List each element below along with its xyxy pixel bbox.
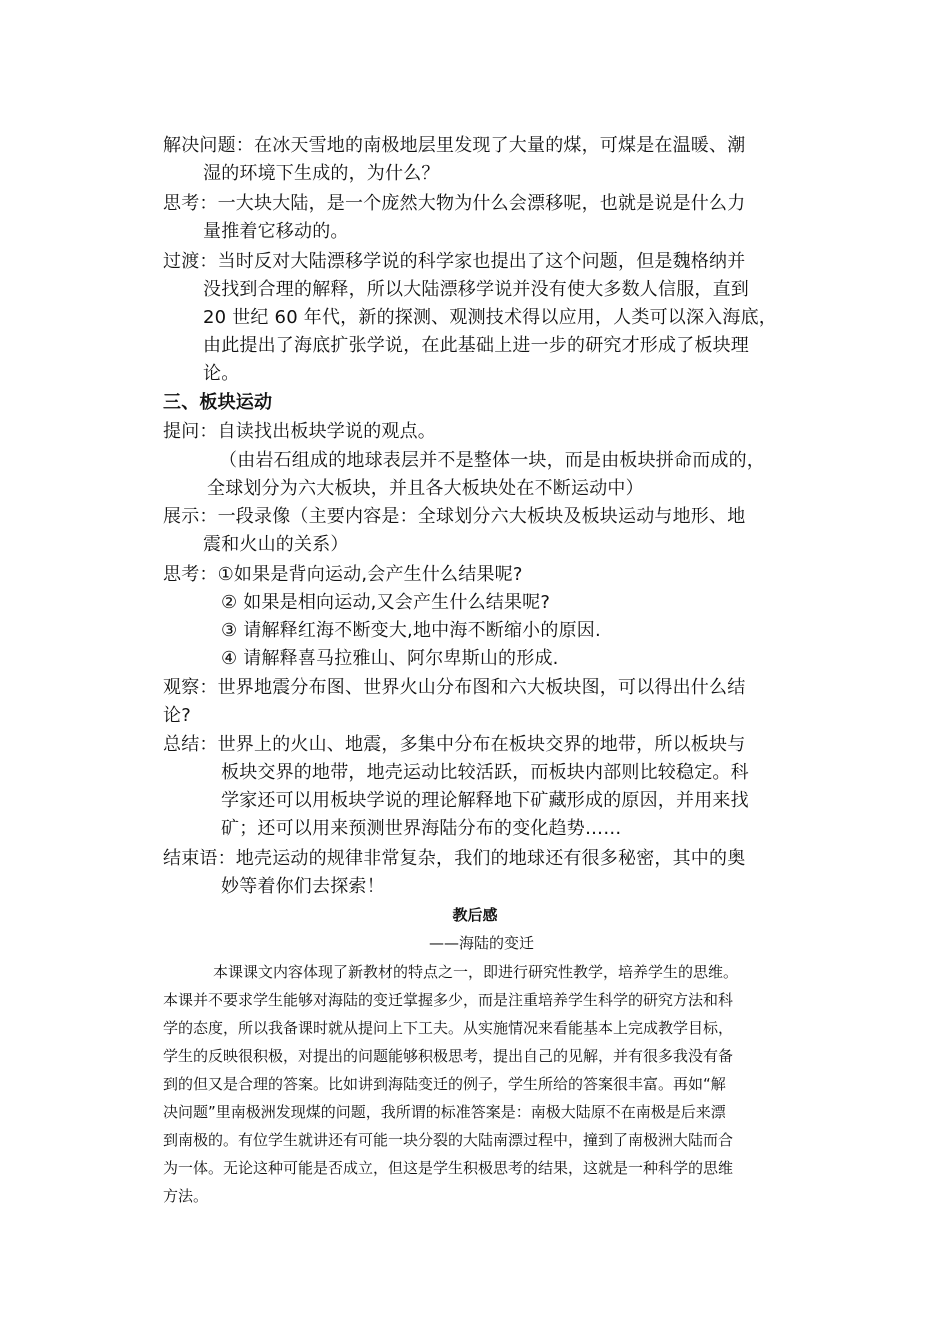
reflection-title: 教后感: [452, 906, 498, 924]
text-line: 板块交界的地带，地壳运动比较活跃，而板块内部则比较稳定。科: [221, 762, 749, 783]
text-line: 妙等着你们去探索！: [221, 876, 385, 897]
text-line: ③ 请解释红海不断变大,地中海不断缩小的原因.: [221, 620, 601, 641]
text-line: 结束语：地壳运动的规律非常复杂，我们的地球还有很多秘密，其中的奥: [163, 848, 746, 869]
text-line: 观察：世界地震分布图、世界火山分布图和六大板块图，可以得出什么结: [163, 677, 746, 698]
text-line: 过渡：当时反对大陆漂移学说的科学家也提出了这个问题，但是魏格纳并: [163, 251, 746, 272]
text-line: 学家还可以用板块学说的理论解释地下矿藏形成的原因，并用来找: [221, 790, 749, 811]
text-line: 没找到合理的解释，所以大陆漂移学说并没有使大多数人信服，直到: [203, 279, 749, 300]
text-line: 思考：①如果是背向运动,会产生什么结果呢?: [163, 564, 523, 585]
text-line: 震和火山的关系）: [203, 534, 349, 555]
text-line: 总结：世界上的火山、地震，多集中分布在板块交界的地带，所以板块与: [163, 734, 746, 755]
paragraph-line: 决问题”里南极洲发现煤的问题，我所谓的标准答案是：南极大陆原不在南极是后来漂: [163, 1103, 726, 1121]
text-line: ④ 请解释喜马拉雅山、阿尔卑斯山的形成.: [221, 648, 559, 669]
paragraph-line: 到的但又是合理的答案。比如讲到海陆变迁的例子，学生所给的答案很丰富。再如“解: [163, 1075, 726, 1093]
paragraph-line: 本课并不要求学生能够对海陆的变迁掌握多少，而是注重培养学生科学的研究方法和科: [163, 991, 734, 1009]
text-line: 思考：一大块大陆，是一个庞然大物为什么会漂移呢，也就是说是什么力: [163, 193, 746, 214]
text-line: （由岩石组成的地球表层并不是整体一块，而是由板块拼命而成的，: [219, 450, 765, 471]
text-line: 解决问题：在冰天雪地的南极地层里发现了大量的煤，可煤是在温暖、潮: [163, 135, 746, 156]
text-line: ② 如果是相向运动,又会产生什么结果呢?: [221, 592, 551, 613]
text-line: 矿；还可以用来预测世界海陆分布的变化趋势……: [221, 818, 622, 839]
text-line: 展示：一段录像（主要内容是：全球划分六大板块及板块运动与地形、地: [163, 506, 746, 527]
paragraph-line: 学生的反映很积极，对提出的问题能够积极思考，提出自己的见解，并有很多我没有备: [163, 1047, 734, 1065]
paragraph-line: 本课课文内容体现了新教材的特点之一，即进行研究性教学，培养学生的思维。: [213, 963, 739, 981]
paragraph-line: 到南极的。有位学生就讲还有可能一块分裂的大陆南漂过程中，撞到了南极洲大陆而合: [163, 1131, 734, 1149]
paragraph-line: 学的态度，所以我备课时就从提问上下工夫。从实施情况来看能基本上完成教学目标，: [163, 1019, 734, 1037]
text-line: 20 世纪 60 年代，新的探测、观测技术得以应用，人类可以深入海底，: [203, 307, 777, 328]
text-line: 论。: [203, 363, 240, 384]
text-line: 全球划分为六大板块，并且各大板块处在不断运动中）: [207, 478, 644, 499]
reflection-subtitle: ——海陆的变迁: [429, 934, 535, 952]
paragraph-line: 方法。: [163, 1187, 209, 1205]
paragraph-line: 为一体。无论这种可能是否成立，但这是学生积极思考的结果，这就是一种科学的思维: [163, 1159, 734, 1177]
text-line: 由此提出了海底扩张学说，在此基础上进一步的研究才形成了板块理: [203, 335, 749, 356]
section-heading: 三、板块运动: [163, 392, 273, 413]
text-line: 论?: [163, 705, 191, 726]
text-line: 提问：自读找出板块学说的观点。: [163, 421, 436, 442]
text-line: 湿的环境下生成的，为什么？: [203, 163, 440, 184]
text-line: 量推着它移动的。: [203, 221, 349, 242]
